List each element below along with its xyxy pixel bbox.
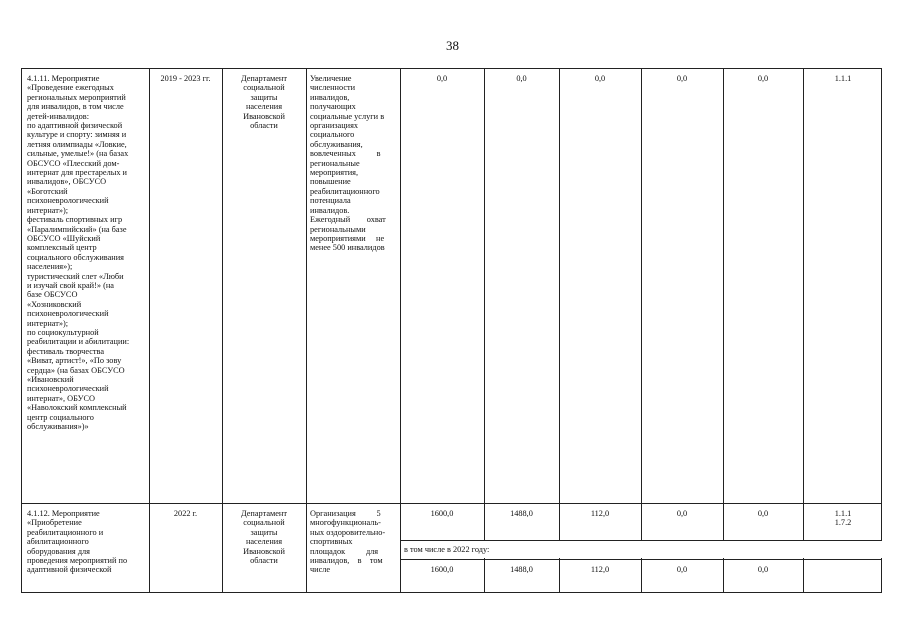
sub-value-federal: 1488,0 xyxy=(510,565,533,574)
subrow-divider xyxy=(400,559,882,560)
executor-line: Департамент xyxy=(240,74,287,83)
result-line: мероприятиями не xyxy=(310,233,385,243)
value-federal: 1488,0 xyxy=(510,509,533,518)
sub-value-regional: 112,0 xyxy=(590,565,610,574)
executor-line: Ивановской xyxy=(243,546,285,556)
title-line: 4.1.11. Мероприятие xyxy=(27,74,100,83)
title-line: 4.1.12. Мероприятие xyxy=(27,509,100,518)
title-line: реабилитации и абилитации: xyxy=(27,337,130,347)
title-line: сильные, умелые!» (на базах xyxy=(27,149,129,159)
page-number: 38 xyxy=(446,38,459,53)
title-line: психоневрологический xyxy=(27,309,109,319)
result-line: спортивных xyxy=(310,537,353,547)
executor-line: населения xyxy=(245,537,283,547)
result-line: численности xyxy=(310,83,356,93)
title-line: «Паралимпийский» (на базе xyxy=(27,224,127,234)
value-federal: 0,0 xyxy=(516,74,527,83)
result-line: реабилитационного xyxy=(310,186,380,196)
title-line: сердца» (на базах ОБСУСО xyxy=(27,365,125,375)
result-line: Организация 5 xyxy=(310,509,381,518)
title-line: интернат для престарелых и xyxy=(27,168,127,178)
title-line: летняя олимпиады «Ловкие, xyxy=(27,139,127,149)
value-regional: 0,0 xyxy=(594,74,606,83)
subnote: в том числе в 2022 году: xyxy=(404,545,490,554)
value-other: 0,0 xyxy=(757,509,769,518)
title-line: проведения мероприятий по xyxy=(27,556,128,566)
row-title xyxy=(27,509,148,575)
result-line: менее 500 инвалидов xyxy=(310,243,385,253)
row-result xyxy=(310,74,398,253)
title-line: психоневрологический xyxy=(27,196,109,206)
result-line: числе xyxy=(310,565,331,575)
value-regional: 112,0 xyxy=(590,509,610,518)
row-result xyxy=(310,509,398,575)
row-title xyxy=(27,74,148,431)
title-line: интернат»); xyxy=(27,205,69,215)
result-line: Увеличение xyxy=(310,74,352,83)
sub-value-total: 1600,0 xyxy=(430,565,454,574)
title-line: инвалидов», ОБСУСО xyxy=(27,177,107,187)
result-line: организациях xyxy=(310,121,359,131)
title-line: интернат»); xyxy=(27,318,69,328)
result-line: потенциала xyxy=(310,196,351,206)
row-period: 2019 - 2023 гг. xyxy=(160,74,211,83)
result-line: вовлеченных в xyxy=(310,149,381,159)
title-line: ОБСУСО «Плесский дом- xyxy=(27,158,120,168)
value-total: 0,0 xyxy=(436,74,448,83)
title-line: населения»); xyxy=(27,262,73,272)
executor-line: Департамент xyxy=(240,509,287,518)
result-line: ных оздоровительно- xyxy=(310,527,386,537)
result-line: обслуживания, xyxy=(310,139,363,149)
result-line: повышение xyxy=(310,177,351,187)
title-line: по адаптивной физической xyxy=(27,121,123,131)
title-line: региональных мероприятий xyxy=(27,92,126,102)
value-local: 0,0 xyxy=(676,74,688,83)
indicator-line: 1.1.1 xyxy=(834,74,852,83)
title-line: центр социального xyxy=(27,412,94,422)
title-line: социального обслуживания xyxy=(27,252,124,262)
result-line: инвалидов, xyxy=(310,92,350,102)
title-line: «Ивановский xyxy=(27,375,74,384)
result-line: многофункциональ- xyxy=(310,518,381,528)
title-line: адаптивной физической xyxy=(27,565,112,575)
title-line: «Проведение ежегодных xyxy=(27,83,114,93)
result-line: инвалидов, в том xyxy=(310,556,383,566)
result-line: получающих xyxy=(310,102,356,112)
row-indicator xyxy=(803,74,883,83)
executor-line: социальной xyxy=(243,518,285,528)
executor-line: защиты xyxy=(250,527,278,537)
title-line: «Виват, артист!», «По зову xyxy=(27,356,122,366)
value-total: 1600,0 xyxy=(430,509,454,518)
result-line: инвалидов. xyxy=(310,205,350,215)
title-line: «Приобретение xyxy=(27,518,82,528)
result-line: социальные услуги в xyxy=(310,111,385,121)
title-line: фестиваль спортивных игр xyxy=(27,215,123,225)
indicator-line: 1.1.1 xyxy=(834,509,852,518)
title-line: туристический слет «Люби xyxy=(27,271,124,281)
title-line: «Хозниковский xyxy=(27,299,82,309)
program-table xyxy=(21,68,882,593)
executor-line: социальной xyxy=(243,83,285,93)
title-line: и изучай свой край!» (на xyxy=(27,280,114,290)
title-line: базе ОБСУСО xyxy=(27,290,78,300)
executor-line: Ивановской xyxy=(243,111,285,121)
title-line: детей-инвалидов: xyxy=(27,111,90,121)
row-indicator xyxy=(803,509,883,528)
title-line: «Наволокский комплексный xyxy=(27,403,127,413)
title-line: психоневрологический xyxy=(27,384,109,394)
title-line: культуре и спорту: зимняя и xyxy=(27,130,127,140)
executor-line: области xyxy=(250,556,278,566)
executor-line: населения xyxy=(245,102,283,112)
title-line: абилитационного xyxy=(27,537,89,547)
title-line: «Боготский xyxy=(27,186,68,196)
result-line: площадок для xyxy=(310,546,379,556)
row-executor xyxy=(222,74,306,130)
title-line: комплексный центр xyxy=(27,243,97,253)
row-executor xyxy=(222,509,306,565)
executor-line: защиты xyxy=(250,92,278,102)
result-line: региональными xyxy=(310,224,366,234)
value-local: 0,0 xyxy=(676,509,688,518)
sub-value-local: 0,0 xyxy=(676,565,688,574)
sub-value-other: 0,0 xyxy=(757,565,769,574)
title-line: интернат», ОБУСО xyxy=(27,393,96,403)
title-line: по социокультурной xyxy=(27,327,99,337)
indicator-line: 1.7.2 xyxy=(834,518,852,528)
value-other: 0,0 xyxy=(757,74,769,83)
col-divider xyxy=(306,69,307,592)
title-line: оборудования для xyxy=(27,546,90,556)
row-period: 2022 г. xyxy=(173,509,198,518)
result-line: социального xyxy=(310,130,355,140)
title-line: ОБСУСО «Шуйский xyxy=(27,233,101,243)
result-line: Ежегодный охват xyxy=(310,215,386,225)
result-line: региональные xyxy=(310,158,360,168)
row-divider xyxy=(22,503,881,504)
title-line: обслуживания»)» xyxy=(27,422,89,432)
title-line: для инвалидов, в том числе xyxy=(27,102,124,112)
result-line: мероприятия, xyxy=(310,168,359,178)
title-line: фестиваль творчества xyxy=(27,346,105,356)
title-line: реабилитационного и xyxy=(27,527,104,537)
executor-line: области xyxy=(250,121,278,131)
